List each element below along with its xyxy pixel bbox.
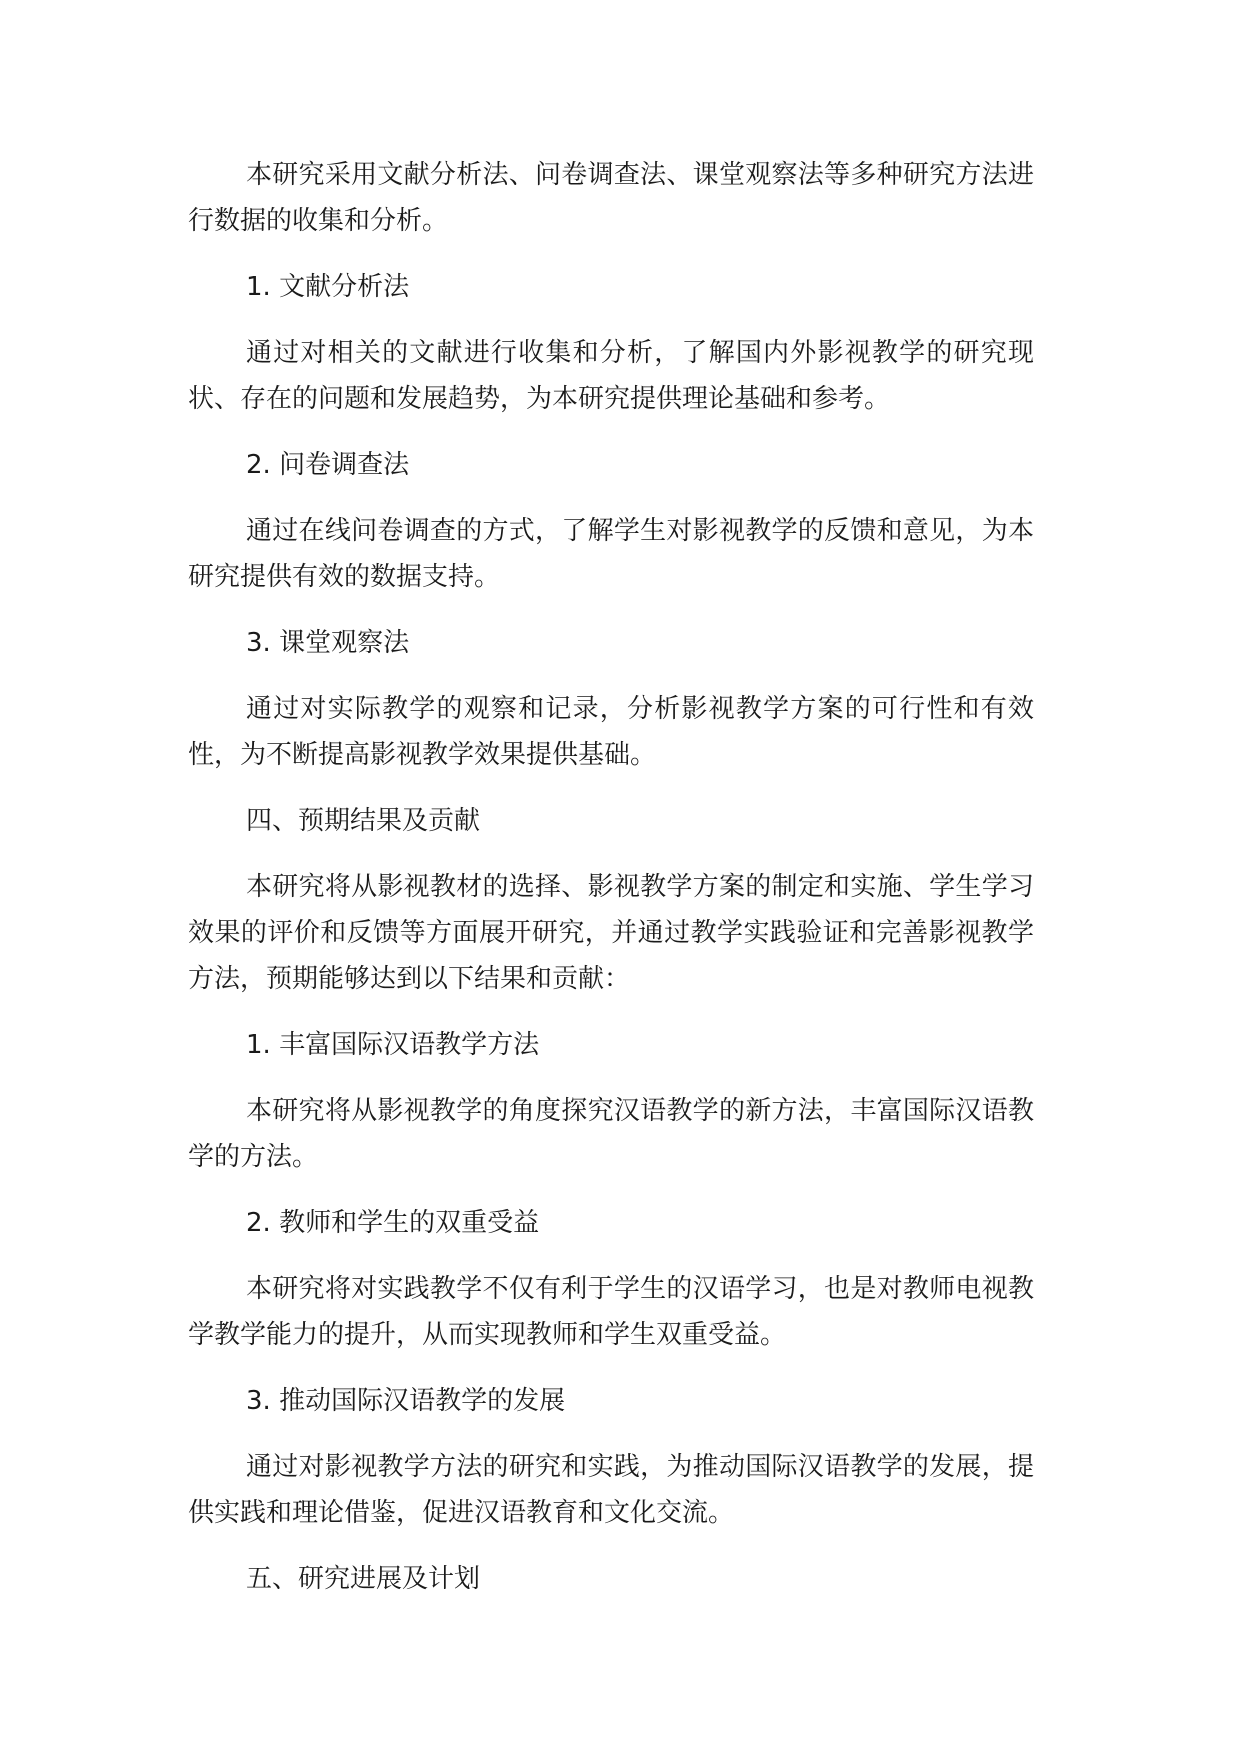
body-paragraph: 本研究将从影视教材的选择、影视教学方案的制定和实施、学生学习效果的评价和反馈等方面展开研究，并通过教学实践验证和完善影视教学方法，预期能够达到以下结果和贡献： — [188, 872, 1034, 994]
section-heading: 3. 推动国际汉语教学的发展 — [246, 1386, 566, 1416]
section-heading: 2. 教师和学生的双重受益 — [246, 1208, 540, 1238]
body-paragraph: 本研究采用文献分析法、问卷调查法、课堂观察法等多种研究方法进行数据的收集和分析。 — [188, 160, 1034, 236]
body-paragraph: 通过在线问卷调查的方式，了解学生对影视教学的反馈和意见，为本研究提供有效的数据支持。 — [188, 516, 1034, 592]
body-paragraph: 通过对实际教学的观察和记录，分析影视教学方案的可行性和有效性，为不断提高影视教学效果提供基础。 — [188, 694, 1034, 770]
body-paragraph: 通过对相关的文献进行收集和分析，了解国内外影视教学的研究现状、存在的问题和发展趋势，为本研究提供理论基础和参考。 — [188, 338, 1034, 414]
body-paragraph: 本研究将从影视教学的角度探究汉语教学的新方法，丰富国际汉语教学的方法。 — [188, 1096, 1034, 1172]
section-heading: 五、研究进展及计划 — [246, 1564, 481, 1594]
body-paragraph: 本研究将对实践教学不仅有利于学生的汉语学习，也是对教师电视教学教学能力的提升，从而实现教师和学生双重受益。 — [188, 1274, 1034, 1350]
body-paragraph: 通过对影视教学方法的研究和实践，为推动国际汉语教学的发展，提供实践和理论借鉴，促进汉语教育和文化交流。 — [188, 1452, 1034, 1528]
section-heading: 2. 问卷调查法 — [246, 450, 410, 480]
section-heading: 1. 文献分析法 — [246, 272, 410, 302]
document-page — [188, 152, 1034, 1622]
section-heading: 3. 课堂观察法 — [246, 628, 410, 658]
section-heading: 四、预期结果及贡献 — [246, 806, 481, 836]
section-heading: 1. 丰富国际汉语教学方法 — [246, 1030, 540, 1060]
